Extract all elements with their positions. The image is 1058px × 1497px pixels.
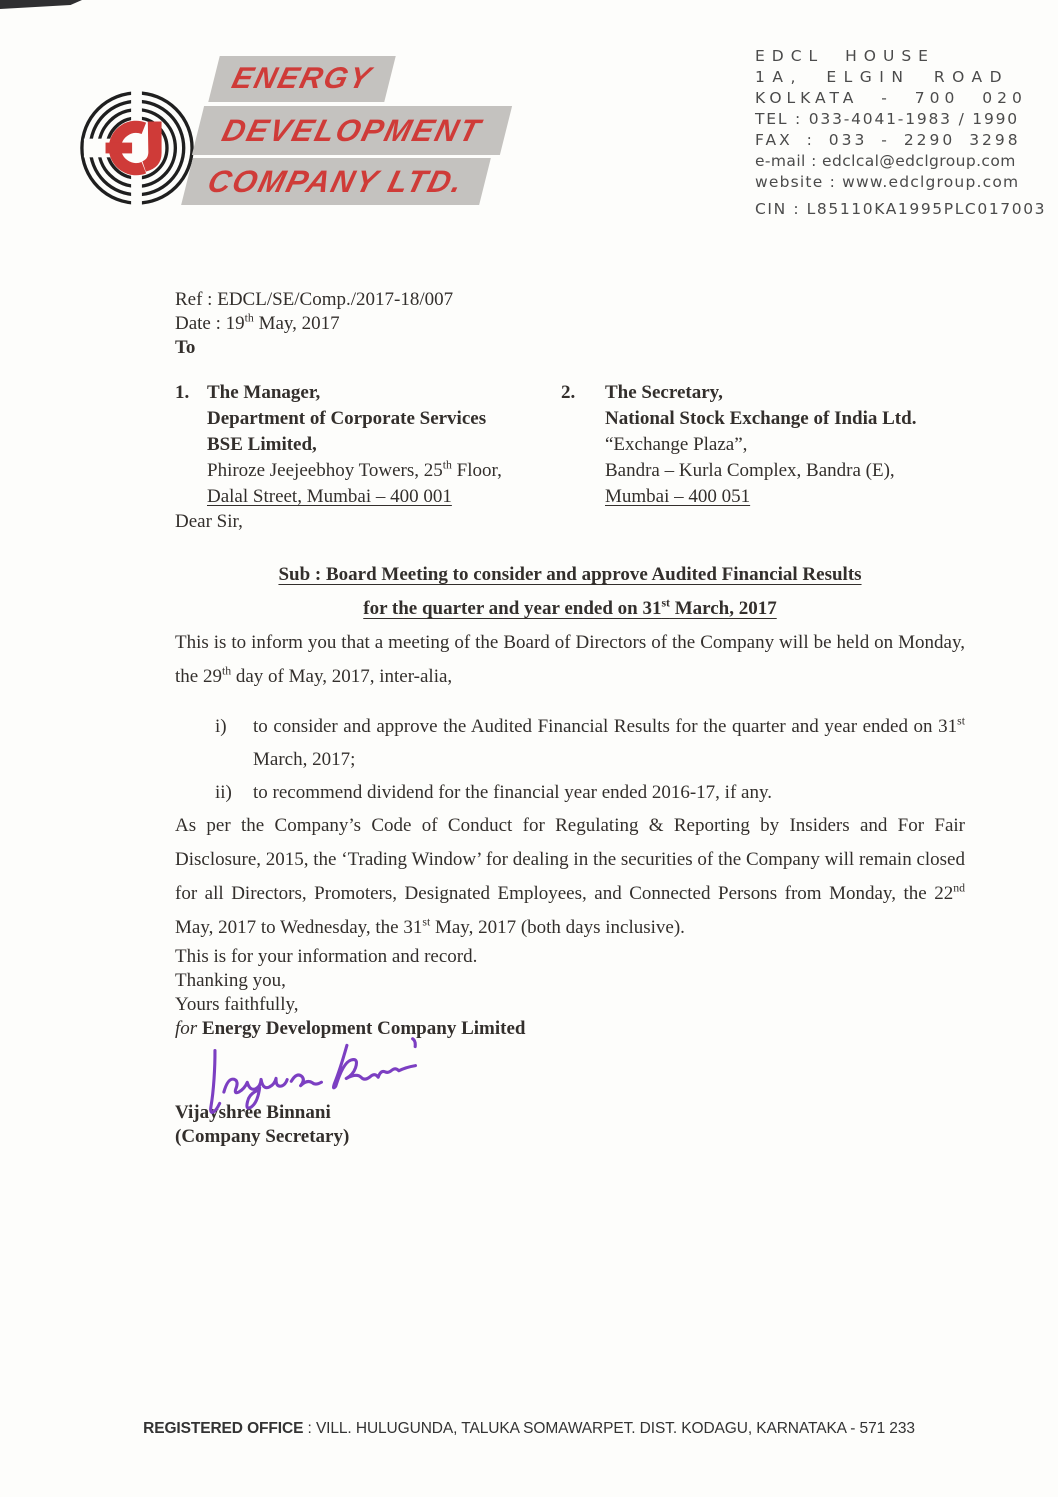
signature: [199, 1037, 965, 1101]
agenda-marker: i): [215, 716, 227, 737]
recipient-line: [207, 406, 502, 432]
text-segment: st: [661, 596, 670, 610]
contact-line-road: 1A, ELGIN ROAD: [755, 68, 1010, 86]
cin-line: CIN : L85110KA1995PLC017003: [755, 200, 1047, 218]
recipient-line: [207, 432, 502, 458]
text-segment: March, 2017: [669, 598, 777, 619]
to-label: To: [175, 337, 196, 358]
recipient-line: [605, 380, 916, 406]
recipient-line: [605, 458, 916, 484]
text-segment: th: [442, 458, 452, 472]
text-segment: This is to inform you that a meeting of the Board of Directors of the Company will be held on Monday, the 29: [175, 632, 965, 687]
recipient-line: [605, 484, 916, 510]
agenda-text: [253, 776, 965, 809]
text-segment: Department of Corporate Services: [207, 408, 487, 429]
text-segment: Bandra – Kurla Complex, Bandra (E),: [605, 460, 895, 481]
subject-line-2: [175, 592, 965, 626]
recipient-2: [561, 380, 965, 510]
paragraph-3: This is for your information and record.: [175, 946, 478, 967]
contact-line-website: website : www.edclgroup.com: [755, 173, 1020, 191]
edcl-emblem-icon: [78, 86, 196, 210]
letter-body: [175, 288, 965, 1149]
thanking-line: Thanking you,: [175, 970, 286, 991]
recipient-address: [207, 380, 502, 510]
ref-line: Ref : EDCL/SE/Comp./2017-18/007: [175, 289, 454, 310]
registered-office-text: : VILL. HULUGUNDA, TALUKA SOMAWARPET. DIST. KODAGU, KARNATAKA - 571 233: [303, 1420, 915, 1437]
recipient-line: [605, 432, 916, 458]
text-segment: The Manager,: [207, 382, 321, 403]
logo-text-company-ltd: COMPANY LTD.: [204, 163, 468, 199]
agenda-marker: ii): [215, 782, 232, 803]
signature-icon: [199, 1037, 449, 1115]
contact-line-email: e-mail : edclcal@edclgroup.com: [755, 152, 1016, 170]
recipient-line: [207, 380, 502, 406]
text-segment: March, 2017;: [253, 749, 356, 770]
text-segment: Phiroze Jeejeebhoy Towers, 25: [207, 460, 443, 481]
text-segment: day of May, 2017, inter-alia,: [231, 666, 453, 687]
recipient-number: 2.: [561, 382, 576, 403]
text-segment: nd: [953, 881, 965, 895]
subject-line-1: Sub : Board Meeting to consider and approve Audited Financial Results: [278, 564, 862, 585]
contact-line-house: EDCL HOUSE: [755, 47, 935, 65]
text-segment: May, 2017: [253, 313, 340, 334]
logo-banner-2: [192, 106, 512, 155]
recipient-1: [175, 380, 561, 510]
salutation: Dear Sir,: [175, 511, 243, 532]
recipient-line: [207, 458, 502, 484]
logo-text-energy: ENERGY: [228, 62, 376, 95]
for-word: for: [175, 1018, 198, 1039]
agenda-item-1: [175, 710, 965, 776]
contact-block: [755, 46, 1047, 220]
contact-line-tel: TEL : 033-4041-1983 / 1990: [755, 110, 1019, 128]
text-segment: st: [422, 915, 431, 929]
agenda-text: [253, 710, 965, 776]
text-segment: for the quarter and year ended on 31: [363, 598, 662, 619]
text-segment: Dalal Street, Mumbai – 400 001: [207, 486, 452, 507]
text-segment: BSE Limited,: [207, 434, 317, 455]
contact-line-city: KOLKATA - 700 020: [755, 89, 1027, 107]
for-company-name: Energy Development Company Limited: [201, 1018, 526, 1039]
agenda-item-2: [175, 776, 965, 809]
text-segment: “Exchange Plaza”,: [605, 434, 748, 455]
text-segment: Floor,: [451, 460, 502, 481]
recipient-number: 1.: [175, 382, 190, 403]
paragraph-2: [175, 809, 965, 945]
company-logo: [0, 0, 560, 230]
paragraph-1: [175, 626, 965, 694]
text-segment: As per the Company’s Code of Conduct for Regulating & Reporting by Insiders and For Fair Disclosure, 2015, the ‘Trading Window’ for dealing in the securities of the Company will remain closed for all Directors, Promoters, Designated Employees, and Connected Persons from Monday, the 22: [175, 815, 965, 904]
signatory-title: (Company Secretary): [175, 1126, 350, 1147]
text-segment: Mumbai – 400 051: [605, 486, 751, 507]
date-line: [175, 312, 965, 336]
registered-office-label: REGISTERED OFFICE: [143, 1420, 304, 1437]
logo-text-development: DEVELOPMENT: [218, 112, 486, 148]
registered-office-line: [0, 1420, 1058, 1438]
text-segment: st: [957, 714, 965, 728]
text-segment: to consider and approve the Audited Financial Results for the quarter and year ended on 31: [253, 716, 958, 737]
text-segment: to recommend dividend for the financial year ended 2016-17, if any.: [253, 782, 772, 803]
closing-line: Yours faithfully,: [175, 994, 299, 1015]
text-segment: Date : 19: [175, 313, 245, 334]
text-segment: th: [221, 664, 232, 678]
recipients: [175, 380, 965, 510]
recipient-line: [207, 484, 502, 510]
agenda-list: [175, 710, 965, 809]
contact-line-fax: FAX : 033 - 2290 3298: [755, 131, 1021, 149]
subject-block: [175, 558, 965, 626]
signatory-name: Vijayshree Binnani: [175, 1102, 331, 1123]
text-segment: The Secretary,: [605, 382, 723, 403]
text-segment: May, 2017 to Wednesday, the 31: [175, 917, 423, 938]
text-segment: May, 2017 (both days inclusive).: [430, 917, 685, 938]
text-segment: th: [244, 311, 254, 325]
recipient-line: [605, 406, 916, 432]
logo-banner-3: [181, 158, 491, 205]
logo-banner-1: [208, 56, 395, 102]
recipient-address: [605, 380, 916, 510]
text-segment: National Stock Exchange of India Ltd.: [605, 408, 917, 429]
